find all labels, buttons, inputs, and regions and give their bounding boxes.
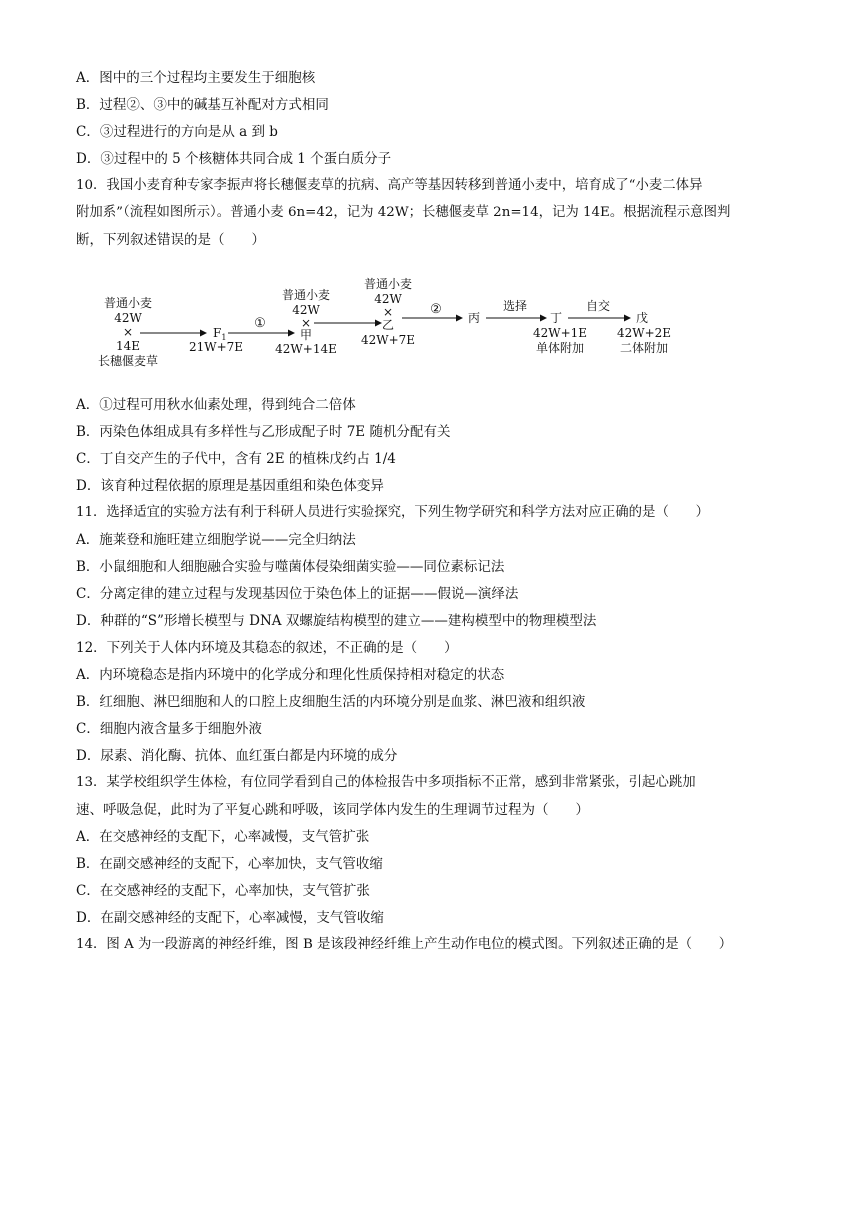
q14-stem: 14．图 A 为一段游离的神经纤维，图 B 是该段神经纤维上产生动作电位的模式图。下列叙述正确的是（ ） (76, 937, 733, 952)
prev-option-c: C．③过程进行的方向是从 a 到 b (76, 124, 278, 140)
step-2-label: ② (430, 302, 442, 317)
f1-subscript: 1 (221, 333, 227, 342)
q13-stem-line-2: 速、呼吸急促，此时为了平复心跳和呼吸，该同学体内发生的生理调节过程为（ ） (76, 802, 589, 818)
prev-option-b: B．过程②、③中的碱基互补配对方式相同 (76, 97, 329, 113)
parent1-label: 普通小麦 (103, 296, 153, 310)
yi-parent-label: 普通小麦 (363, 277, 413, 291)
self-cross-label: 自交 (585, 299, 611, 313)
ding-label: 丁 (549, 311, 563, 325)
q13-option-d: D．在副交感神经的支配下，心率减慢，支气管收缩 (76, 910, 384, 926)
jia-parent-genome: 42W (292, 303, 320, 317)
ding-genome: 42W+1E (532, 326, 588, 340)
select-label: 选择 (502, 299, 528, 313)
q11-option-a: A．施莱登和施旺建立细胞学说——完全归纳法 (76, 532, 356, 548)
ding-description: 单体附加 (535, 341, 585, 355)
q12-stem: 12．下列关于人体内环境及其稳态的叙述，不正确的是（ ） (76, 640, 458, 656)
prev-option-a: A．图中的三个过程均主要发生于细胞核 (76, 70, 316, 86)
yi-label: 乙 (381, 318, 395, 332)
q10-option-c: C．丁自交产生的子代中，含有 2E 的植株戊约占 1/4 (76, 451, 396, 467)
q12-option-b: B．红细胞、淋巴细胞和人的口腔上皮细胞生活的内环境分别是血浆、淋巴液和组织液 (76, 694, 586, 710)
f1-genome: 21W+7E (188, 340, 244, 354)
cross-symbol-2: × (300, 316, 312, 330)
yi-genome: 42W+7E (360, 333, 416, 347)
parent2-label: 长穗偃麦草 (97, 354, 159, 368)
jia-label: 甲 (299, 328, 313, 342)
breeding-flow-diagram (0, 270, 860, 380)
cross-symbol-3: × (382, 305, 394, 319)
jia-genome: 42W+14E (275, 342, 337, 356)
parent1-genome: 42W (114, 311, 142, 325)
f1-label: F (213, 326, 222, 340)
q10-stem-line-1: 10．我国小麦育种专家李振声将长穗偃麦草的抗病、高产等基因转移到普通小麦中，培育成了“小麦二体异 (76, 178, 703, 193)
q10-option-d: D．该育种过程依据的原理是基因重组和染色体变异 (76, 478, 384, 494)
prev-option-d: D．③过程中的 5 个核糖体共同合成 1 个蛋白质分子 (76, 151, 392, 167)
q13-option-a: A．在交感神经的支配下，心率减慢，支气管扩张 (76, 829, 370, 845)
q11-option-c: C．分离定律的建立过程与发现基因位于染色体上的证据——假说—演绎法 (76, 586, 519, 602)
parent2-genome: 14E (115, 339, 141, 353)
q12-option-c: C．细胞内液含量多于细胞外液 (76, 721, 262, 737)
q13-stem-line-1: 13．某学校组织学生体检，有位同学看到自己的体检报告中多项指标不正常，感到非常紧张，引起心跳加 (76, 775, 696, 790)
wu-genome: 42W+2E (616, 326, 672, 340)
bing-label: 丙 (467, 311, 481, 325)
cross-symbol-1: × (122, 325, 134, 339)
q12-option-d: D．尿素、消化酶、抗体、血红蛋白都是内环境的成分 (76, 748, 398, 764)
q11-option-d: D．种群的“S”形增长模型与 DNA 双螺旋结构模型的建立——建构模型中的物理模型法 (76, 613, 597, 629)
q12-option-a: A．内环境稳态是指内环境中的化学成分和理化性质保持相对稳定的状态 (76, 667, 505, 683)
step-1-label: ① (254, 316, 266, 331)
wu-label: 戊 (635, 311, 649, 325)
q11-option-b: B．小鼠细胞和人细胞融合实验与噬菌体侵染细菌实验——同位素标记法 (76, 559, 505, 575)
q10-stem-line-2: 附加系”（流程如图所示）。普通小麦 6n=42，记为 42W；长穗偃麦草 2n=14，记为 14E。根据流程示意图判 (76, 205, 731, 220)
q10-option-b: B．丙染色体组成具有多样性与乙形成配子时 7E 随机分配有关 (76, 424, 451, 440)
q13-option-c: C．在交感神经的支配下，心率加快，支气管扩张 (76, 883, 370, 899)
q10-stem-line-3: 断，下列叙述错误的是（ ） (76, 232, 265, 248)
q11-stem: 11．选择适宜的实验方法有利于科研人员进行实验探究，下列生物学研究和科学方法对应正确的是（ ） (76, 505, 710, 520)
jia-parent-label: 普通小麦 (281, 288, 331, 302)
yi-parent-genome: 42W (374, 292, 402, 306)
q13-option-b: B．在副交感神经的支配下，心率加快，支气管收缩 (76, 856, 383, 872)
wu-description: 二体附加 (619, 341, 669, 355)
q10-option-a: A．①过程可用秋水仙素处理，得到纯合二倍体 (76, 397, 356, 413)
